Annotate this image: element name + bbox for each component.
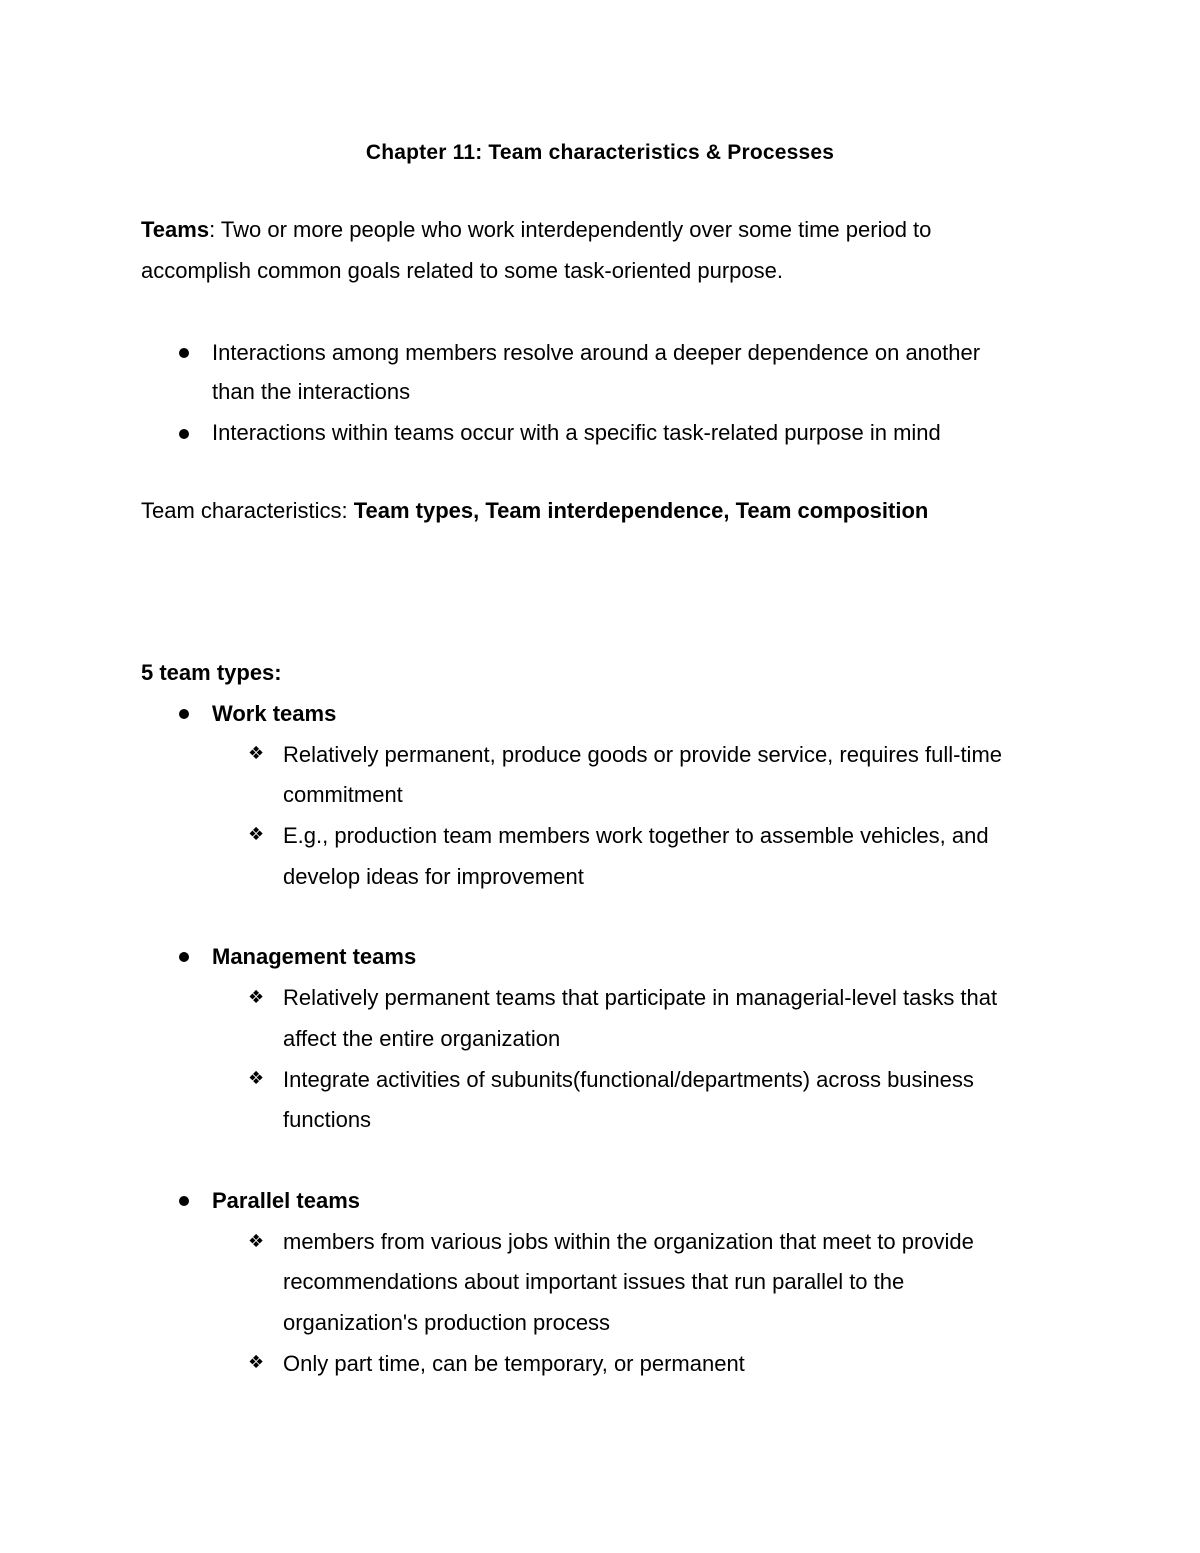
- team-type-parallel-teams: Parallel teams: [212, 1188, 360, 1213]
- team-type-work-teams: Work teams: [212, 701, 337, 726]
- work-teams-point-2-line-2: develop ideas for improvement: [283, 864, 584, 889]
- definition-bullet-2-line-1: Interactions within teams occur with a specific task-related purpose in mind: [212, 420, 941, 445]
- definition-line-2: accomplish common goals related to some task-oriented purpose.: [141, 258, 783, 283]
- characteristics-label: Team characteristics:: [141, 498, 354, 523]
- definition-text: : Two or more people who work interdependently over some time period to: [209, 217, 932, 242]
- diamond-bullet-icon: ❖: [248, 743, 265, 764]
- management-teams-point-2-line-2: functions: [283, 1107, 372, 1132]
- team-types-heading: 5 team types:: [141, 660, 282, 685]
- bullet-dot-icon: [179, 709, 189, 719]
- diamond-bullet-icon: ❖: [248, 824, 265, 845]
- parallel-teams-point-1-line-2: recommendations about important issues that run parallel to the: [283, 1269, 905, 1294]
- parallel-teams-point-1-line-3: organization's production process: [283, 1310, 611, 1335]
- bullet-dot-icon: [179, 429, 189, 439]
- page-title: Chapter 11: Team characteristics & Processes: [365, 141, 835, 164]
- work-teams-point-1-line-2: commitment: [283, 782, 403, 807]
- characteristics-items: Team types, Team interdependence, Team composition: [353, 498, 929, 523]
- diamond-bullet-icon: ❖: [248, 1068, 265, 1089]
- diamond-bullet-icon: ❖: [248, 1352, 265, 1373]
- management-teams-point-1-line-1: Relatively permanent teams that participate in managerial-level tasks that: [283, 985, 998, 1010]
- management-teams-point-2-line-1: Integrate activities of subunits(functional/departments) across business: [283, 1067, 974, 1092]
- bullet-dot-icon: [179, 348, 189, 358]
- characteristics-line: [141, 498, 928, 524]
- team-type-management-teams: Management teams: [212, 944, 417, 969]
- work-teams-point-1-line-1: Relatively permanent, produce goods or provide service, requires full-time: [283, 742, 1003, 767]
- definition-bullet-1-line-1: Interactions among members resolve around a deeper dependence on another: [212, 340, 981, 365]
- parallel-teams-point-1-line-1: members from various jobs within the organization that meet to provide: [283, 1229, 974, 1254]
- bullet-dot-icon: [179, 1196, 189, 1206]
- diamond-bullet-icon: ❖: [248, 987, 265, 1008]
- management-teams-point-1-line-2: affect the entire organization: [283, 1026, 561, 1051]
- definition-term: Teams: [141, 217, 210, 242]
- bullet-dot-icon: [179, 952, 189, 962]
- parallel-teams-point-2-line-1: Only part time, can be temporary, or permanent: [283, 1351, 745, 1376]
- definition-line-1: [141, 217, 931, 243]
- definition-bullet-1-line-2: than the interactions: [212, 379, 411, 404]
- diamond-bullet-icon: ❖: [248, 1231, 265, 1252]
- work-teams-point-2-line-1: E.g., production team members work together to assemble vehicles, and: [283, 823, 989, 848]
